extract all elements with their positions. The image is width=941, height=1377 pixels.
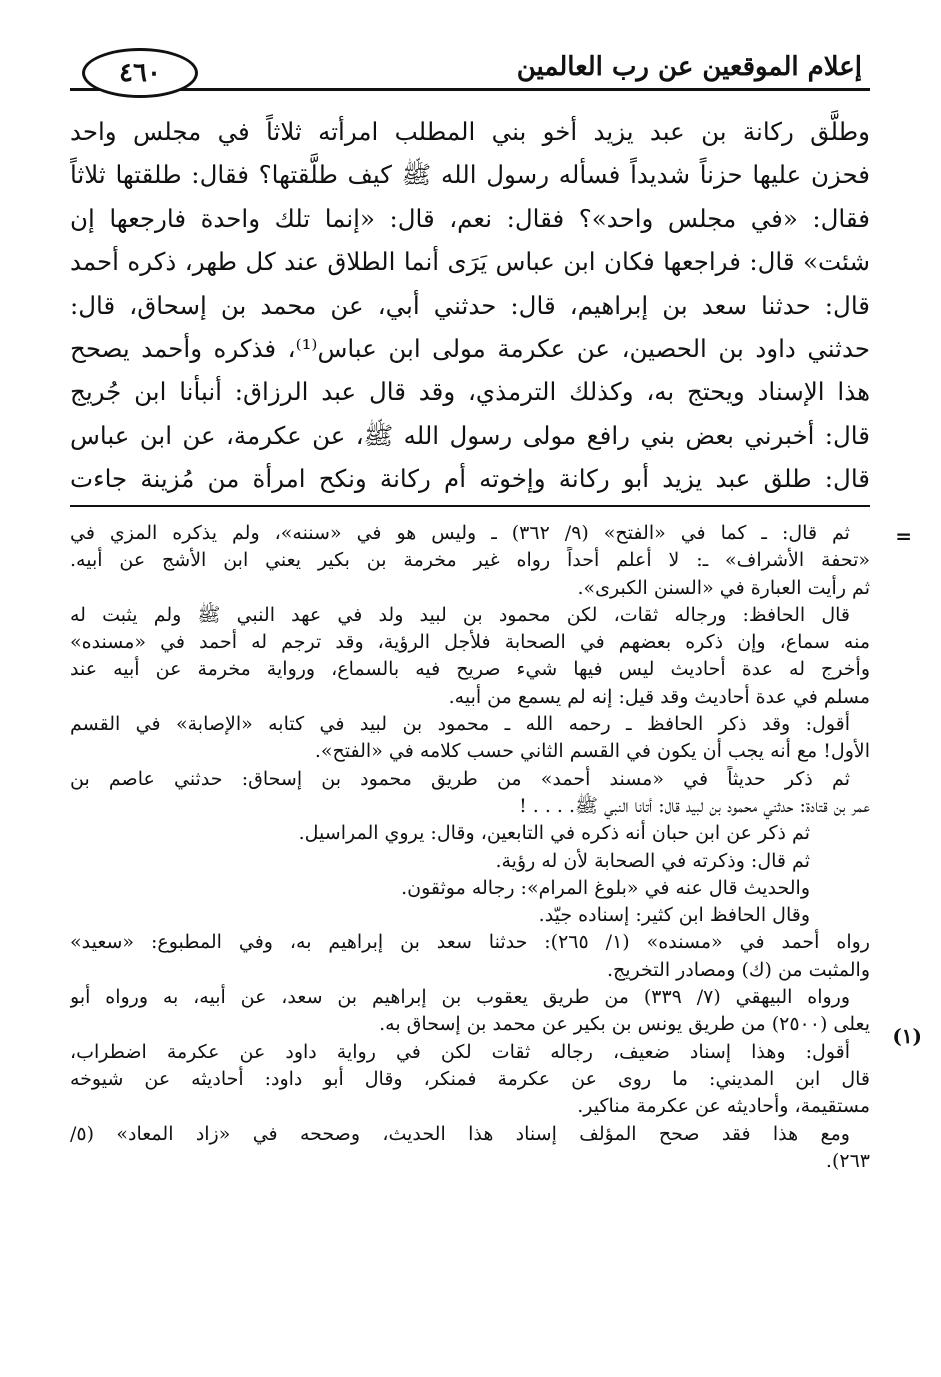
footnote-line: عمر بن قتادة: حدثني محمود بن لبيد قال: أتانا النبي ﷺ. . . . ! [519, 794, 870, 817]
footnote-line: مستقيمة، وأحاديثه عن عكرمة مناكير. [577, 1095, 870, 1118]
footnote-line: أقول: وقد ذكر الحافظ ـ رحمه الله ـ محمود بن لبيد في كتابه «الإصابة» في القسم [70, 713, 850, 736]
footnote-line: ومع هذا فقد صحح المؤلف إسناد هذا الحديث، وصححه في «زاد المعاد» (٥/ [70, 1122, 850, 1145]
main-text-line: حدثني داود بن الحصين، عن عكرمة مولى ابن عباس⁽¹⁾، فذكره وأحمد يصحح [70, 333, 870, 363]
main-text-line: قال: حدثنا سعد بن إبراهيم، قال: حدثني أبي، عن محمد بن إسحاق، قال: [70, 290, 870, 320]
footnote-line: ثم رأيت العبارة في «السنن الكبرى». [577, 576, 870, 599]
page-number: ٤٦٠ [82, 48, 198, 98]
footnote-line: ثم ذكر حديثاً في «مسند أحمد» من طريق محمود بن إسحاق: حدثني عاصم بن [70, 767, 850, 790]
header-rule [70, 88, 870, 91]
footnote-line: منه سماع، وإن ذكره بعضهم في الصحابة فلأجل الرؤية، وقد ترجم له أحمد في «مسنده» [70, 631, 870, 654]
footnote-divider [70, 505, 870, 507]
footnote-line: قال الحافظ: ورجاله ثقات، لكن محمود بن لبيد ولد في عهد النبي ﷺ ولم يثبت له [70, 603, 850, 626]
page-header [70, 44, 870, 94]
footnote-line: أقول: وهذا إسناد ضعيف، رجاله ثقات لكن في رواية داود عن عكرمة اضطراب، [70, 1040, 850, 1063]
main-text-line: فحزن عليها حزناً شديداً فسأله رسول الله ﷺ كيف طلَّقتها؟ فقال: طلقتها ثلاثاً [70, 160, 870, 190]
footnote-line: «تحفة الأشراف» ـ: لا أعلم أحداً رواه غير مخرمة بن بكير يعني ابن الأشج عن أبيه. [70, 549, 870, 572]
footnote-line: والمثبت من (ك) ومصادر التخريج. [606, 958, 870, 981]
main-text-line: وطلَّق ركانة بن عبد يزيد أخو بني المطلب امرأته ثلاثاً في مجلس واحد [70, 117, 870, 146]
footnote-line: ٢٦٣). [825, 1149, 870, 1172]
footnotes [70, 520, 922, 1175]
main-text-line: فقال: «في مجلس واحد»؟ فقال: نعم، قال: «إنما تلك واحدة فارجعها إن [70, 203, 870, 233]
footnote-line: والحديث قال عنه في «بلوغ المرام»: رجاله موثقون. [401, 876, 810, 899]
footnote-line: يعلى (٢٥٠٠) من طريق يونس بن بكير عن محمد بن إسحاق به. [379, 1013, 870, 1036]
footnote-continuation-marker: = [895, 524, 912, 548]
main-text-line: شئت» قال: فراجعها فكان ابن عباس يَرَى أنما الطلاق عند كل طهر، ذكره أحمد [70, 247, 870, 277]
footnote-line: مسلم في عدة أحاديث وقد قيل: إنه لم يسمع من أبيه. [448, 685, 870, 708]
footnote-line: وأخرج له عدة أحاديث ليس فيها شيء صريح فيه بالسماع، ورواية مخرمة عن أبيه عند [70, 658, 870, 681]
main-text-line: قال: طلق عبد يزيد أبو ركانة وإخوته أم ركانة ونكح امرأة من مُزينة جاءت [70, 464, 870, 494]
footnote-line: رواه أحمد في «مسنده» (١/ ٢٦٥): حدثنا سعد بن إبراهيم به، وفي المطبوع: «سعيد» [70, 931, 870, 954]
footnote-line: ثم قال: ـ كما في «الفتح» (٩/ ٣٦٢) ـ وليس هو في «سننه»، ولم يذكره المزي في [70, 522, 850, 544]
footnote-number: (١) [892, 1024, 922, 1048]
footnote-line: ثم قال: وذكرته في الصحابة لأن له رؤية. [495, 849, 810, 872]
main-text [70, 110, 870, 501]
footnote-line: الأول! مع أنه يجب أن يكون في القسم الثاني حسب كلامه في «الفتح». [314, 740, 870, 763]
footnote-line: ورواه البيهقي (٧/ ٣٣٩) من طريق يعقوب بن إبراهيم بن سعد، عن أبيه، به ورواه أبو [70, 986, 850, 1009]
footnote-line: وقال الحافظ ابن كثير: إسناده جيّد. [538, 904, 810, 927]
footnote-line: قال ابن المديني: ما روى عن عكرمة فمنكر، وقال أبو داود: أحاديثه عن شيوخه [70, 1067, 870, 1090]
main-text-line: هذا الإسناد ويحتج به، وكذلك الترمذي، وقد قال عبد الرزاق: أنبأنا ابن جُريج [70, 377, 870, 407]
main-text-line: قال: أخبرني بعض بني رافع مولى رسول الله ﷺ، عن عكرمة، عن ابن عباس [70, 420, 870, 450]
book-title: إعلام الموقعين عن رب العالمين [516, 52, 862, 82]
footnote-line: ثم ذكر عن ابن حبان أنه ذكره في التابعين، وقال: يروي المراسيل. [298, 822, 810, 845]
